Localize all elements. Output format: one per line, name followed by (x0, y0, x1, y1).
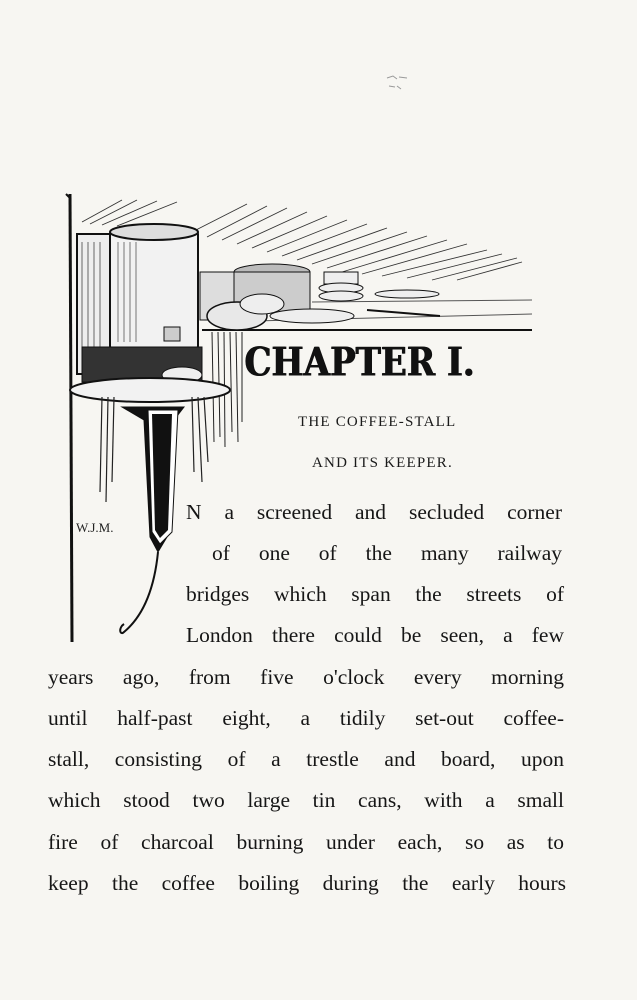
chapter-title-line-1: THE COFFEE-STALL (298, 414, 457, 430)
body-text-line: until half-past eight, a tidily set-out coffee- (48, 706, 564, 730)
ink-speck (385, 72, 415, 94)
body-text-line: London there could be seen, a few (186, 623, 564, 647)
body-text-line: years ago, from five o'clock every morning (48, 665, 564, 689)
body-text-line: fire of charcoal burning under each, so as to (48, 830, 564, 854)
chapter-heading: CHAPTER I. (244, 339, 475, 386)
body-text-line: of one of the many railway (212, 541, 562, 565)
body-text-line: stall, consisting of a trestle and board, upon (48, 747, 564, 771)
chapter-title-line-2: AND ITS KEEPER. (312, 455, 453, 471)
artist-signature: W.J.M. (76, 520, 114, 535)
body-text-line: N a screened and secluded corner (186, 500, 562, 524)
body-text-line: which stood two large tin cans, with a small (48, 788, 564, 812)
body-text-line: keep the coffee boiling during the early hours (48, 871, 566, 895)
body-text-line: bridges which span the streets of (186, 582, 564, 606)
